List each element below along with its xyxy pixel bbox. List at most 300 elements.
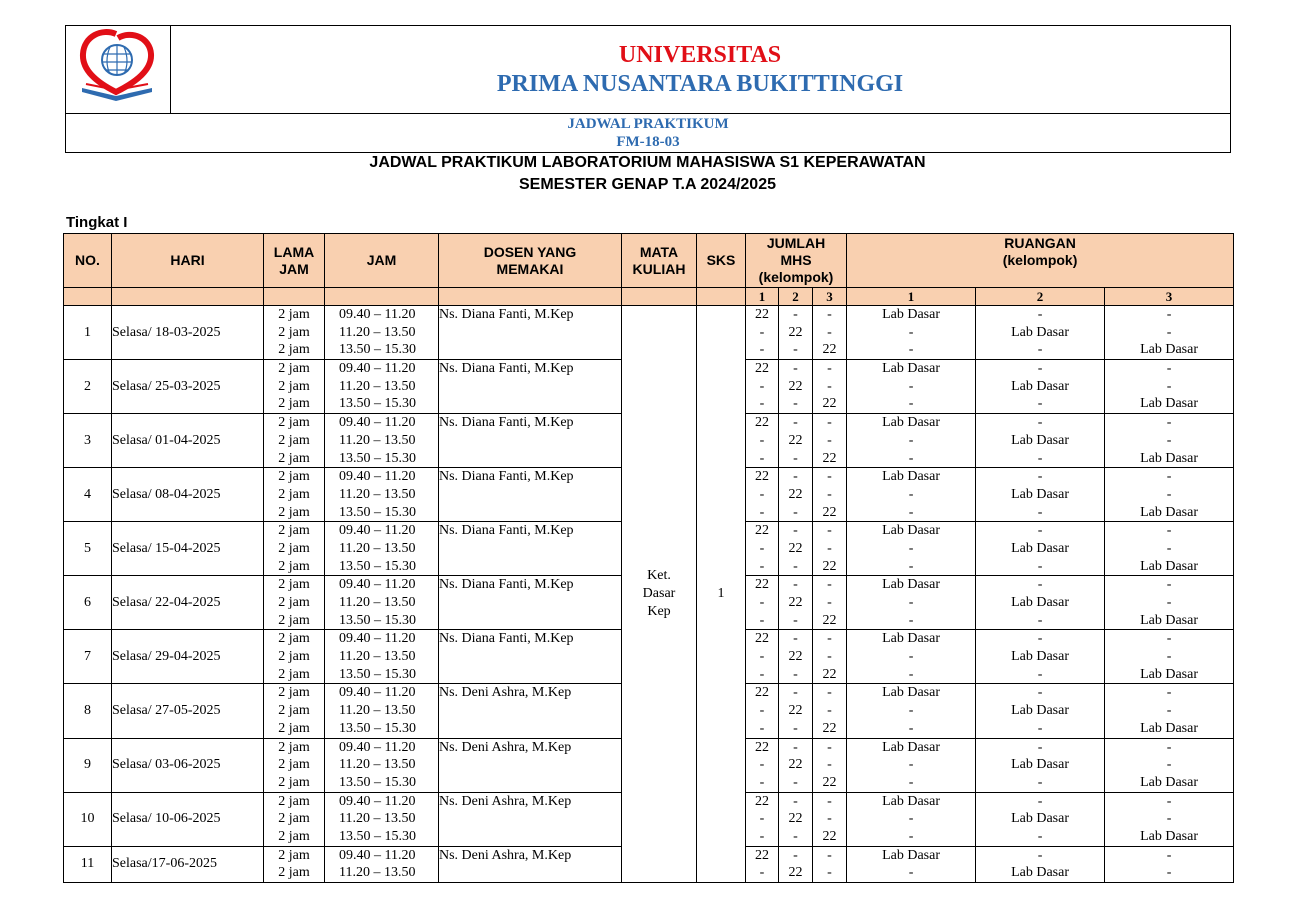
row-room-group3 [1105, 360, 1234, 414]
row-count-group2-line: - [793, 361, 798, 377]
row-duration-line: 2 jam [278, 504, 310, 520]
row-count-group3-line: - [827, 757, 832, 773]
row-time [325, 684, 439, 738]
row-count-group1-line: - [759, 450, 765, 466]
row-count-group2-line: 22 [788, 540, 803, 556]
row-day: Selasa/17-06-2025 [112, 846, 264, 882]
row-count-group3 [813, 306, 847, 360]
col-header-sks: SKS [697, 234, 746, 288]
row-count-group2-line: 22 [788, 757, 803, 773]
row-time [325, 306, 439, 360]
row-time-line: 13.50 – 15.30 [339, 774, 416, 790]
jumlah-group-1: 1 [746, 288, 779, 306]
row-count-group3-line: 22 [822, 774, 837, 790]
row-count-group2-line: - [793, 523, 798, 539]
col-header-lama-jam: LAMA JAM [264, 234, 325, 288]
row-count-group1-line: - [759, 865, 765, 881]
row-time-line: 09.40 – 11.20 [339, 739, 416, 755]
row-lecturer: Ns. Diana Fanti, M.Kep [439, 630, 622, 684]
row-room-group1-line: Lab Dasar [882, 307, 940, 322]
row-count-group1 [746, 306, 779, 360]
row-count-group3 [813, 522, 847, 576]
row-room-group2 [976, 306, 1105, 360]
row-count-group1-line: - [759, 757, 765, 773]
row-time [325, 738, 439, 792]
row-room-group3 [1105, 792, 1234, 846]
row-room-group3-line: - [1166, 361, 1172, 377]
row-count-group3-line: - [827, 378, 832, 394]
row-count-group1 [746, 414, 779, 468]
row-room-group2 [976, 630, 1105, 684]
row-room-group2-line: - [1037, 847, 1043, 863]
row-time-line: 11.20 – 13.50 [339, 378, 416, 394]
row-number: 4 [64, 468, 112, 522]
row-count-group3-line: 22 [822, 666, 837, 682]
row-room-group1 [847, 684, 976, 738]
row-day: Selasa/ 03-06-2025 [112, 738, 264, 792]
row-duration-line: 2 jam [278, 558, 310, 574]
university-name-line2: PRIMA NUSANTARA BUKITTINGGI [496, 71, 904, 97]
row-room-group2-line: - [1037, 720, 1043, 736]
jumlah-group-3: 3 [813, 288, 847, 306]
row-count-group1-line: 22 [755, 307, 769, 322]
row-duration-line: 2 jam [278, 540, 310, 556]
row-count-group3-line: - [827, 703, 832, 719]
row-count-group1-line: 22 [755, 631, 769, 647]
row-number: 11 [64, 846, 112, 882]
row-lecturer: Ns. Diana Fanti, M.Kep [439, 468, 622, 522]
row-duration [264, 468, 325, 522]
row-room-group3 [1105, 306, 1234, 360]
row-room-group1-line: - [908, 595, 914, 610]
row-room-group3-line: - [1166, 415, 1172, 431]
row-count-group1-line: 22 [755, 469, 769, 485]
row-lecturer: Ns. Diana Fanti, M.Kep [439, 522, 622, 576]
row-room-group1-line: - [908, 432, 914, 448]
row-count-group1 [746, 738, 779, 792]
row-room-group3-line: - [1166, 324, 1172, 340]
row-count-group2-line: - [793, 612, 798, 628]
row-room-group3-line: Lab Dasar [1140, 342, 1198, 358]
row-time-line: 09.40 – 11.20 [339, 307, 416, 322]
row-time-line: 13.50 – 15.30 [339, 558, 416, 574]
row-day: Selasa/ 15-04-2025 [112, 522, 264, 576]
row-count-group1-line: - [759, 558, 765, 574]
row-time-line: 09.40 – 11.20 [339, 469, 416, 485]
row-duration-line: 2 jam [278, 666, 310, 682]
row-room-group3-line: Lab Dasar [1140, 774, 1198, 790]
row-room-group1 [847, 630, 976, 684]
row-count-group2-line: - [793, 720, 798, 736]
row-room-group3-line: Lab Dasar [1140, 558, 1198, 574]
row-duration-line: 2 jam [278, 847, 310, 863]
row-count-group2-line: 22 [788, 378, 803, 394]
row-number: 7 [64, 630, 112, 684]
row-room-group1-line: - [908, 811, 914, 827]
row-count-group2-line: 22 [788, 486, 803, 502]
row-room-group3 [1105, 576, 1234, 630]
semester-title: SEMESTER GENAP T.A 2024/2025 [519, 176, 776, 193]
row-count-group3-line: - [827, 486, 832, 502]
row-duration-line: 2 jam [278, 577, 310, 593]
row-room-group1-line: Lab Dasar [882, 415, 940, 431]
row-room-group1 [847, 576, 976, 630]
row-room-group1-line: - [908, 396, 914, 412]
row-room-group2 [976, 468, 1105, 522]
row-count-group1 [746, 576, 779, 630]
row-lecturer: Ns. Diana Fanti, M.Kep [439, 306, 622, 360]
row-count-group3-line: - [827, 793, 832, 809]
row-room-group3-line: - [1166, 685, 1172, 701]
row-room-group1-line: - [908, 540, 914, 556]
row-room-group1-line: - [908, 703, 914, 719]
row-room-group3-line: Lab Dasar [1140, 396, 1198, 412]
row-day: Selasa/ 18-03-2025 [112, 306, 264, 360]
row-room-group3-line: Lab Dasar [1140, 450, 1198, 466]
ruangan-group-3: 3 [1105, 288, 1234, 306]
row-count-group2-line: - [793, 415, 798, 431]
row-count-group1-line: 22 [755, 685, 769, 701]
row-time-line: 11.20 – 13.50 [339, 432, 416, 448]
row-count-group2 [779, 846, 813, 882]
row-count-group1-line: - [759, 720, 765, 736]
row-room-group1-line: Lab Dasar [882, 361, 940, 377]
university-logo-icon [66, 26, 170, 113]
row-number: 2 [64, 360, 112, 414]
row-room-group2-line: Lab Dasar [1011, 757, 1069, 773]
row-room-group1-line: Lab Dasar [882, 793, 940, 809]
row-count-group2 [779, 522, 813, 576]
row-time [325, 792, 439, 846]
row-room-group1-line: - [908, 486, 914, 502]
col-header-ruangan: RUANGAN (kelompok) [847, 234, 1234, 288]
schedule-title: JADWAL PRAKTIKUM LABORATORIUM MAHASISWA S1 KEPERAWATAN [369, 154, 926, 171]
row-count-group1 [746, 468, 779, 522]
row-duration-line: 2 jam [278, 450, 310, 466]
row-lecturer: Ns. Diana Fanti, M.Kep [439, 360, 622, 414]
row-room-group1-line: Lab Dasar [882, 523, 940, 539]
ruangan-group-2: 2 [976, 288, 1105, 306]
document-code: FM-18-03 [616, 134, 680, 150]
row-duration-line: 2 jam [278, 612, 310, 628]
row-count-group3-line: 22 [822, 612, 837, 628]
row-room-group2 [976, 576, 1105, 630]
row-duration [264, 360, 325, 414]
row-count-group2-line: - [793, 828, 798, 844]
row-room-group1-line: - [908, 649, 914, 665]
row-room-group3-line: - [1166, 540, 1172, 556]
row-time-line: 09.40 – 11.20 [339, 847, 416, 863]
row-time [325, 630, 439, 684]
university-name-line1: UNIVERSITAS [618, 42, 782, 68]
row-room-group2-line: Lab Dasar [1011, 378, 1069, 394]
row-room-group2-line: Lab Dasar [1011, 432, 1069, 448]
row-room-group2 [976, 414, 1105, 468]
row-count-group2-line: - [793, 793, 798, 809]
row-count-group2 [779, 306, 813, 360]
row-day: Selasa/ 01-04-2025 [112, 414, 264, 468]
row-time-line: 13.50 – 15.30 [339, 342, 416, 358]
row-room-group1-line: - [908, 378, 914, 394]
letterhead [65, 25, 1231, 153]
row-count-group3-line: - [827, 631, 832, 647]
row-duration-line: 2 jam [278, 523, 310, 539]
row-count-group2 [779, 630, 813, 684]
row-count-group2 [779, 360, 813, 414]
row-room-group3 [1105, 468, 1234, 522]
row-count-group1-line: - [759, 432, 765, 448]
row-count-group3 [813, 792, 847, 846]
row-room-group2 [976, 522, 1105, 576]
row-time-line: 13.50 – 15.30 [339, 612, 416, 628]
row-room-group1-line: - [908, 774, 914, 790]
row-time [325, 522, 439, 576]
row-count-group1 [746, 630, 779, 684]
row-room-group1 [847, 522, 976, 576]
row-room-group1-line: - [908, 324, 914, 340]
row-room-group1 [847, 468, 976, 522]
row-count-group1-line: - [759, 540, 765, 556]
row-count-group2-line: - [793, 847, 798, 863]
row-count-group3-line: - [827, 540, 832, 556]
row-duration-line: 2 jam [278, 739, 310, 755]
row-room-group3-line: - [1166, 811, 1172, 827]
row-count-group3-line: 22 [822, 828, 837, 844]
row-room-group2-line: Lab Dasar [1011, 703, 1069, 719]
row-count-group3-line: 22 [822, 558, 837, 574]
row-time-line: 11.20 – 13.50 [339, 865, 416, 881]
row-duration-line: 2 jam [278, 396, 310, 412]
col-header-jam: JAM [325, 234, 439, 288]
row-duration-line: 2 jam [278, 828, 310, 844]
row-day: Selasa/ 29-04-2025 [112, 630, 264, 684]
row-duration [264, 846, 325, 882]
document-title: JADWAL PRAKTIKUM [567, 116, 729, 132]
header-divider [66, 113, 1230, 114]
row-room-group1-line: Lab Dasar [882, 739, 940, 755]
row-duration-line: 2 jam [278, 361, 310, 377]
row-room-group3 [1105, 738, 1234, 792]
row-count-group1-line: 22 [755, 793, 769, 809]
row-count-group1-line: - [759, 703, 765, 719]
row-count-group3 [813, 738, 847, 792]
row-room-group3-line: Lab Dasar [1140, 504, 1198, 520]
row-room-group1 [847, 846, 976, 882]
row-room-group2-line: - [1037, 739, 1043, 755]
row-room-group1-line: Lab Dasar [882, 631, 940, 647]
row-count-group2-line: - [793, 774, 798, 790]
row-count-group3 [813, 846, 847, 882]
row-count-group3-line: - [827, 739, 832, 755]
row-room-group2-line: - [1037, 361, 1043, 377]
row-time-line: 11.20 – 13.50 [339, 595, 416, 610]
row-duration [264, 576, 325, 630]
row-room-group2-line: Lab Dasar [1011, 865, 1069, 881]
row-room-group3 [1105, 630, 1234, 684]
ruangan-group-1: 1 [847, 288, 976, 306]
schedule-table [63, 233, 1234, 883]
row-room-group3-line: - [1166, 631, 1172, 647]
row-number: 5 [64, 522, 112, 576]
row-lecturer: Ns. Deni Ashra, M.Kep [439, 792, 622, 846]
row-room-group3-line: - [1166, 523, 1172, 539]
row-room-group1 [847, 360, 976, 414]
row-room-group2-line: Lab Dasar [1011, 649, 1069, 665]
row-count-group2-line: - [793, 307, 798, 322]
row-lecturer: Ns. Deni Ashra, M.Kep [439, 684, 622, 738]
row-count-group1-line: 22 [755, 415, 769, 431]
row-lecturer: Ns. Diana Fanti, M.Kep [439, 576, 622, 630]
row-count-group2-line: - [793, 504, 798, 520]
row-count-group2-line: - [793, 739, 798, 755]
jumlah-group-2: 2 [779, 288, 813, 306]
row-room-group3-line: Lab Dasar [1140, 828, 1198, 844]
row-room-group2-line: - [1037, 631, 1043, 647]
row-duration-line: 2 jam [278, 649, 310, 665]
row-number: 10 [64, 792, 112, 846]
row-time-line: 11.20 – 13.50 [339, 811, 416, 827]
row-time-line: 11.20 – 13.50 [339, 649, 416, 665]
row-room-group1 [847, 306, 976, 360]
row-room-group3 [1105, 522, 1234, 576]
row-room-group3-line: - [1166, 757, 1172, 773]
row-room-group2-line: Lab Dasar [1011, 324, 1069, 340]
row-count-group3 [813, 576, 847, 630]
row-room-group3 [1105, 684, 1234, 738]
row-count-group2-line: - [793, 396, 798, 412]
row-time-line: 11.20 – 13.50 [339, 540, 416, 556]
row-duration-line: 2 jam [278, 324, 310, 340]
row-duration [264, 522, 325, 576]
row-time-line: 11.20 – 13.50 [339, 703, 416, 719]
row-count-group3-line: 22 [822, 450, 837, 466]
row-room-group3-line: - [1166, 847, 1172, 863]
row-time-line: 09.40 – 11.20 [339, 415, 416, 431]
row-count-group1 [746, 684, 779, 738]
row-count-group1-line: - [759, 396, 765, 412]
row-count-group3 [813, 630, 847, 684]
group-header-row [64, 288, 1234, 306]
row-duration-line: 2 jam [278, 811, 310, 827]
row-room-group2-line: - [1037, 469, 1043, 485]
row-day: Selasa/ 10-06-2025 [112, 792, 264, 846]
row-room-group2 [976, 360, 1105, 414]
row-room-group1-line: - [908, 757, 914, 773]
row-room-group1-line: Lab Dasar [882, 577, 940, 593]
row-count-group2 [779, 576, 813, 630]
row-duration-line: 2 jam [278, 703, 310, 719]
row-room-group2-line: - [1037, 450, 1043, 466]
row-room-group3-line: Lab Dasar [1140, 720, 1198, 736]
row-count-group3-line: - [827, 469, 832, 485]
row-number: 9 [64, 738, 112, 792]
row-room-group3-line: - [1166, 469, 1172, 485]
row-day: Selasa/ 25-03-2025 [112, 360, 264, 414]
row-duration [264, 414, 325, 468]
row-day: Selasa/ 22-04-2025 [112, 576, 264, 630]
row-count-group1-line: 22 [755, 523, 769, 539]
row-room-group2-line: - [1037, 612, 1043, 628]
row-room-group1-line: - [908, 720, 914, 736]
row-count-group1-line: - [759, 342, 765, 358]
row-room-group1-line: - [908, 865, 914, 881]
row-count-group1-line: - [759, 486, 765, 502]
row-count-group2-line: 22 [788, 324, 803, 340]
row-room-group2 [976, 846, 1105, 882]
row-time-line: 09.40 – 11.20 [339, 685, 416, 701]
row-count-group1-line: - [759, 324, 765, 340]
row-count-group3-line: - [827, 432, 832, 448]
row-time-line: 11.20 – 13.50 [339, 324, 416, 340]
row-count-group3-line: - [827, 307, 832, 322]
row-count-group1-line: - [759, 504, 765, 520]
row-time [325, 414, 439, 468]
row-room-group2-line: - [1037, 342, 1043, 358]
row-duration-line: 2 jam [278, 720, 310, 736]
row-count-group3-line: - [827, 847, 832, 863]
row-count-group3-line: - [827, 811, 832, 827]
row-count-group1 [746, 522, 779, 576]
row-number: 1 [64, 306, 112, 360]
row-room-group2-line: - [1037, 504, 1043, 520]
row-count-group2 [779, 468, 813, 522]
row-room-group3 [1105, 846, 1234, 882]
row-room-group1-line: - [908, 666, 914, 682]
row-count-group1-line: - [759, 774, 765, 790]
row-room-group3-line: - [1166, 307, 1172, 322]
row-duration-line: 2 jam [278, 631, 310, 647]
row-count-group3-line: 22 [822, 504, 837, 520]
row-count-group1-line: - [759, 649, 765, 665]
row-day: Selasa/ 27-05-2025 [112, 684, 264, 738]
row-count-group2-line: - [793, 450, 798, 466]
logo-cell [66, 26, 171, 113]
row-count-group2-line: 22 [788, 865, 803, 881]
row-count-group2 [779, 414, 813, 468]
row-duration [264, 684, 325, 738]
row-time-line: 13.50 – 15.30 [339, 450, 416, 466]
row-duration-line: 2 jam [278, 415, 310, 431]
row-time-line: 13.50 – 15.30 [339, 828, 416, 844]
course-credits: 1 [697, 306, 746, 883]
row-count-group2-line: - [793, 577, 798, 593]
row-count-group1-line: - [759, 612, 765, 628]
row-room-group2-line: - [1037, 666, 1043, 682]
row-count-group2-line: 22 [788, 649, 803, 665]
row-time-line: 09.40 – 11.20 [339, 361, 416, 377]
row-room-group2-line: - [1037, 558, 1043, 574]
row-time-line: 09.40 – 11.20 [339, 793, 416, 809]
row-number: 3 [64, 414, 112, 468]
row-count-group3-line: 22 [822, 396, 837, 412]
row-room-group2 [976, 684, 1105, 738]
row-lecturer: Ns. Diana Fanti, M.Kep [439, 414, 622, 468]
row-count-group1-line: - [759, 595, 765, 610]
row-room-group2-line: - [1037, 828, 1043, 844]
row-count-group3-line: - [827, 865, 832, 881]
row-room-group3-line: - [1166, 432, 1172, 448]
row-room-group1 [847, 738, 976, 792]
row-lecturer: Ns. Deni Ashra, M.Kep [439, 846, 622, 882]
row-room-group3-line: - [1166, 595, 1172, 610]
row-count-group2 [779, 792, 813, 846]
row-room-group2-line: - [1037, 396, 1043, 412]
row-duration-line: 2 jam [278, 378, 310, 394]
row-count-group2 [779, 738, 813, 792]
row-room-group3-line: - [1166, 486, 1172, 502]
row-duration [264, 738, 325, 792]
row-duration [264, 792, 325, 846]
